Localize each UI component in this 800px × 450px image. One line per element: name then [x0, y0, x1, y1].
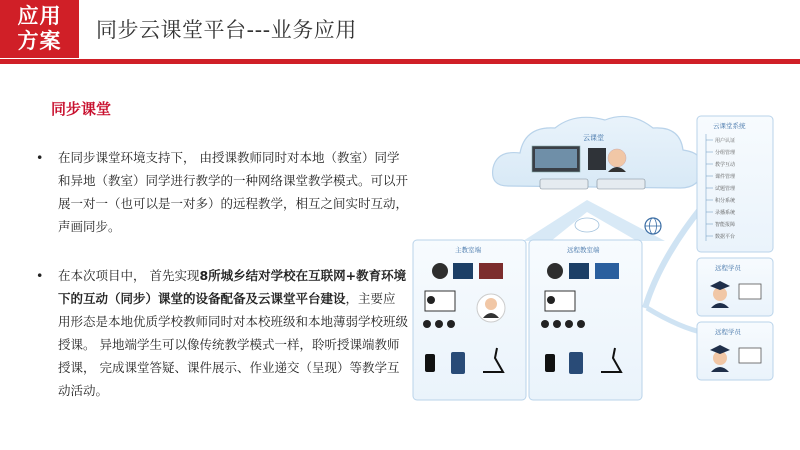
remote-student-label-1: 远程学员 — [715, 264, 741, 272]
bullet-2-bold: 8所城乡结对学校在互联网+教育环境下的互动（同步）课堂的设备配备及云课堂平台建设 — [58, 268, 407, 306]
svg-text:课件管理: 课件管理 — [715, 174, 736, 180]
screen-icon — [569, 263, 589, 279]
header-divider — [0, 59, 800, 64]
svg-text:分组管理: 分组管理 — [715, 150, 736, 156]
student-group-icon — [541, 320, 549, 328]
main-classroom-label: 主教室端 — [455, 246, 481, 254]
student-group-icon — [423, 320, 431, 328]
whiteboard-icon — [479, 263, 503, 279]
system-panel — [697, 116, 773, 252]
camera-icon — [432, 263, 448, 279]
svg-text:数据平台: 数据平台 — [715, 234, 736, 240]
badge-line-2: 方案 — [17, 29, 62, 53]
tablet-icon — [451, 352, 465, 374]
bullet-dot-icon: • — [36, 268, 44, 283]
bullet-dot-icon: • — [36, 150, 44, 165]
svg-text:录播系统: 录播系统 — [715, 210, 736, 216]
svg-text:智能报障: 智能报障 — [715, 222, 736, 228]
cloud-label: 云课堂 — [583, 134, 604, 142]
svg-text:教学互动: 教学互动 — [715, 162, 736, 168]
svg-text:用户认证: 用户认证 — [715, 138, 736, 144]
phone-icon — [545, 354, 555, 372]
bullet-item-1 — [36, 146, 408, 238]
sync-cloud-icon — [575, 218, 599, 232]
badge-line-1: 应用 — [17, 4, 62, 28]
svg-text:试题管理: 试题管理 — [715, 186, 736, 192]
system-title: 云课堂系统 — [713, 122, 746, 130]
whiteboard-icon — [595, 263, 619, 279]
page-title: 同步云课堂平台---业务应用 — [96, 18, 357, 42]
laptop-icon — [739, 348, 761, 363]
teacher-avatar-icon — [608, 149, 626, 167]
remote-student-label-2: 远程学员 — [715, 328, 741, 336]
remote-classroom-label: 远程教室端 — [567, 246, 600, 254]
remote-student-panel-2 — [697, 322, 773, 380]
camera-icon — [547, 263, 563, 279]
laptop-icon — [739, 284, 761, 299]
main-classroom-panel — [413, 240, 526, 400]
bullet-text-1: 在同步课堂环境支持下， 由授课教师同时对本地（教室）同学和异地（教室）同学进行教学的一种网络课堂教学模式。可以开展一对一（也可以是一对多）的远程教学，相互之间实时互动，声画同步。 — [58, 150, 409, 234]
remote-classroom-panel — [529, 240, 642, 400]
network-device-icon — [597, 179, 645, 189]
system-architecture-diagram — [405, 108, 797, 408]
section-badge — [0, 0, 79, 58]
svg-text:积分系统: 积分系统 — [715, 198, 736, 204]
remote-student-panel-1 — [697, 258, 773, 316]
phone-icon — [425, 354, 435, 372]
screen-icon — [453, 263, 473, 279]
bullet-2-part-2: ，主要应用形态是本地优质学校教师同时对本校班级和本地薄弱学校班级授课。 异地端学生可以像传统教学模式一样，聆听授课端教师授课， 完成课堂答疑、课件展示、作业递交（呈现）等教学互动活动。 — [58, 291, 409, 398]
network-device-icon — [540, 179, 588, 189]
bullet-2-part-1: 在本次项目中， 首先实现 — [58, 268, 200, 283]
bullet-item-2 — [36, 264, 408, 402]
cloud-classroom — [493, 116, 703, 189]
bullet-text-2 — [58, 264, 408, 402]
section-title: 同步课堂 — [51, 100, 112, 118]
tablet-icon — [569, 352, 583, 374]
server-icon — [588, 148, 606, 170]
